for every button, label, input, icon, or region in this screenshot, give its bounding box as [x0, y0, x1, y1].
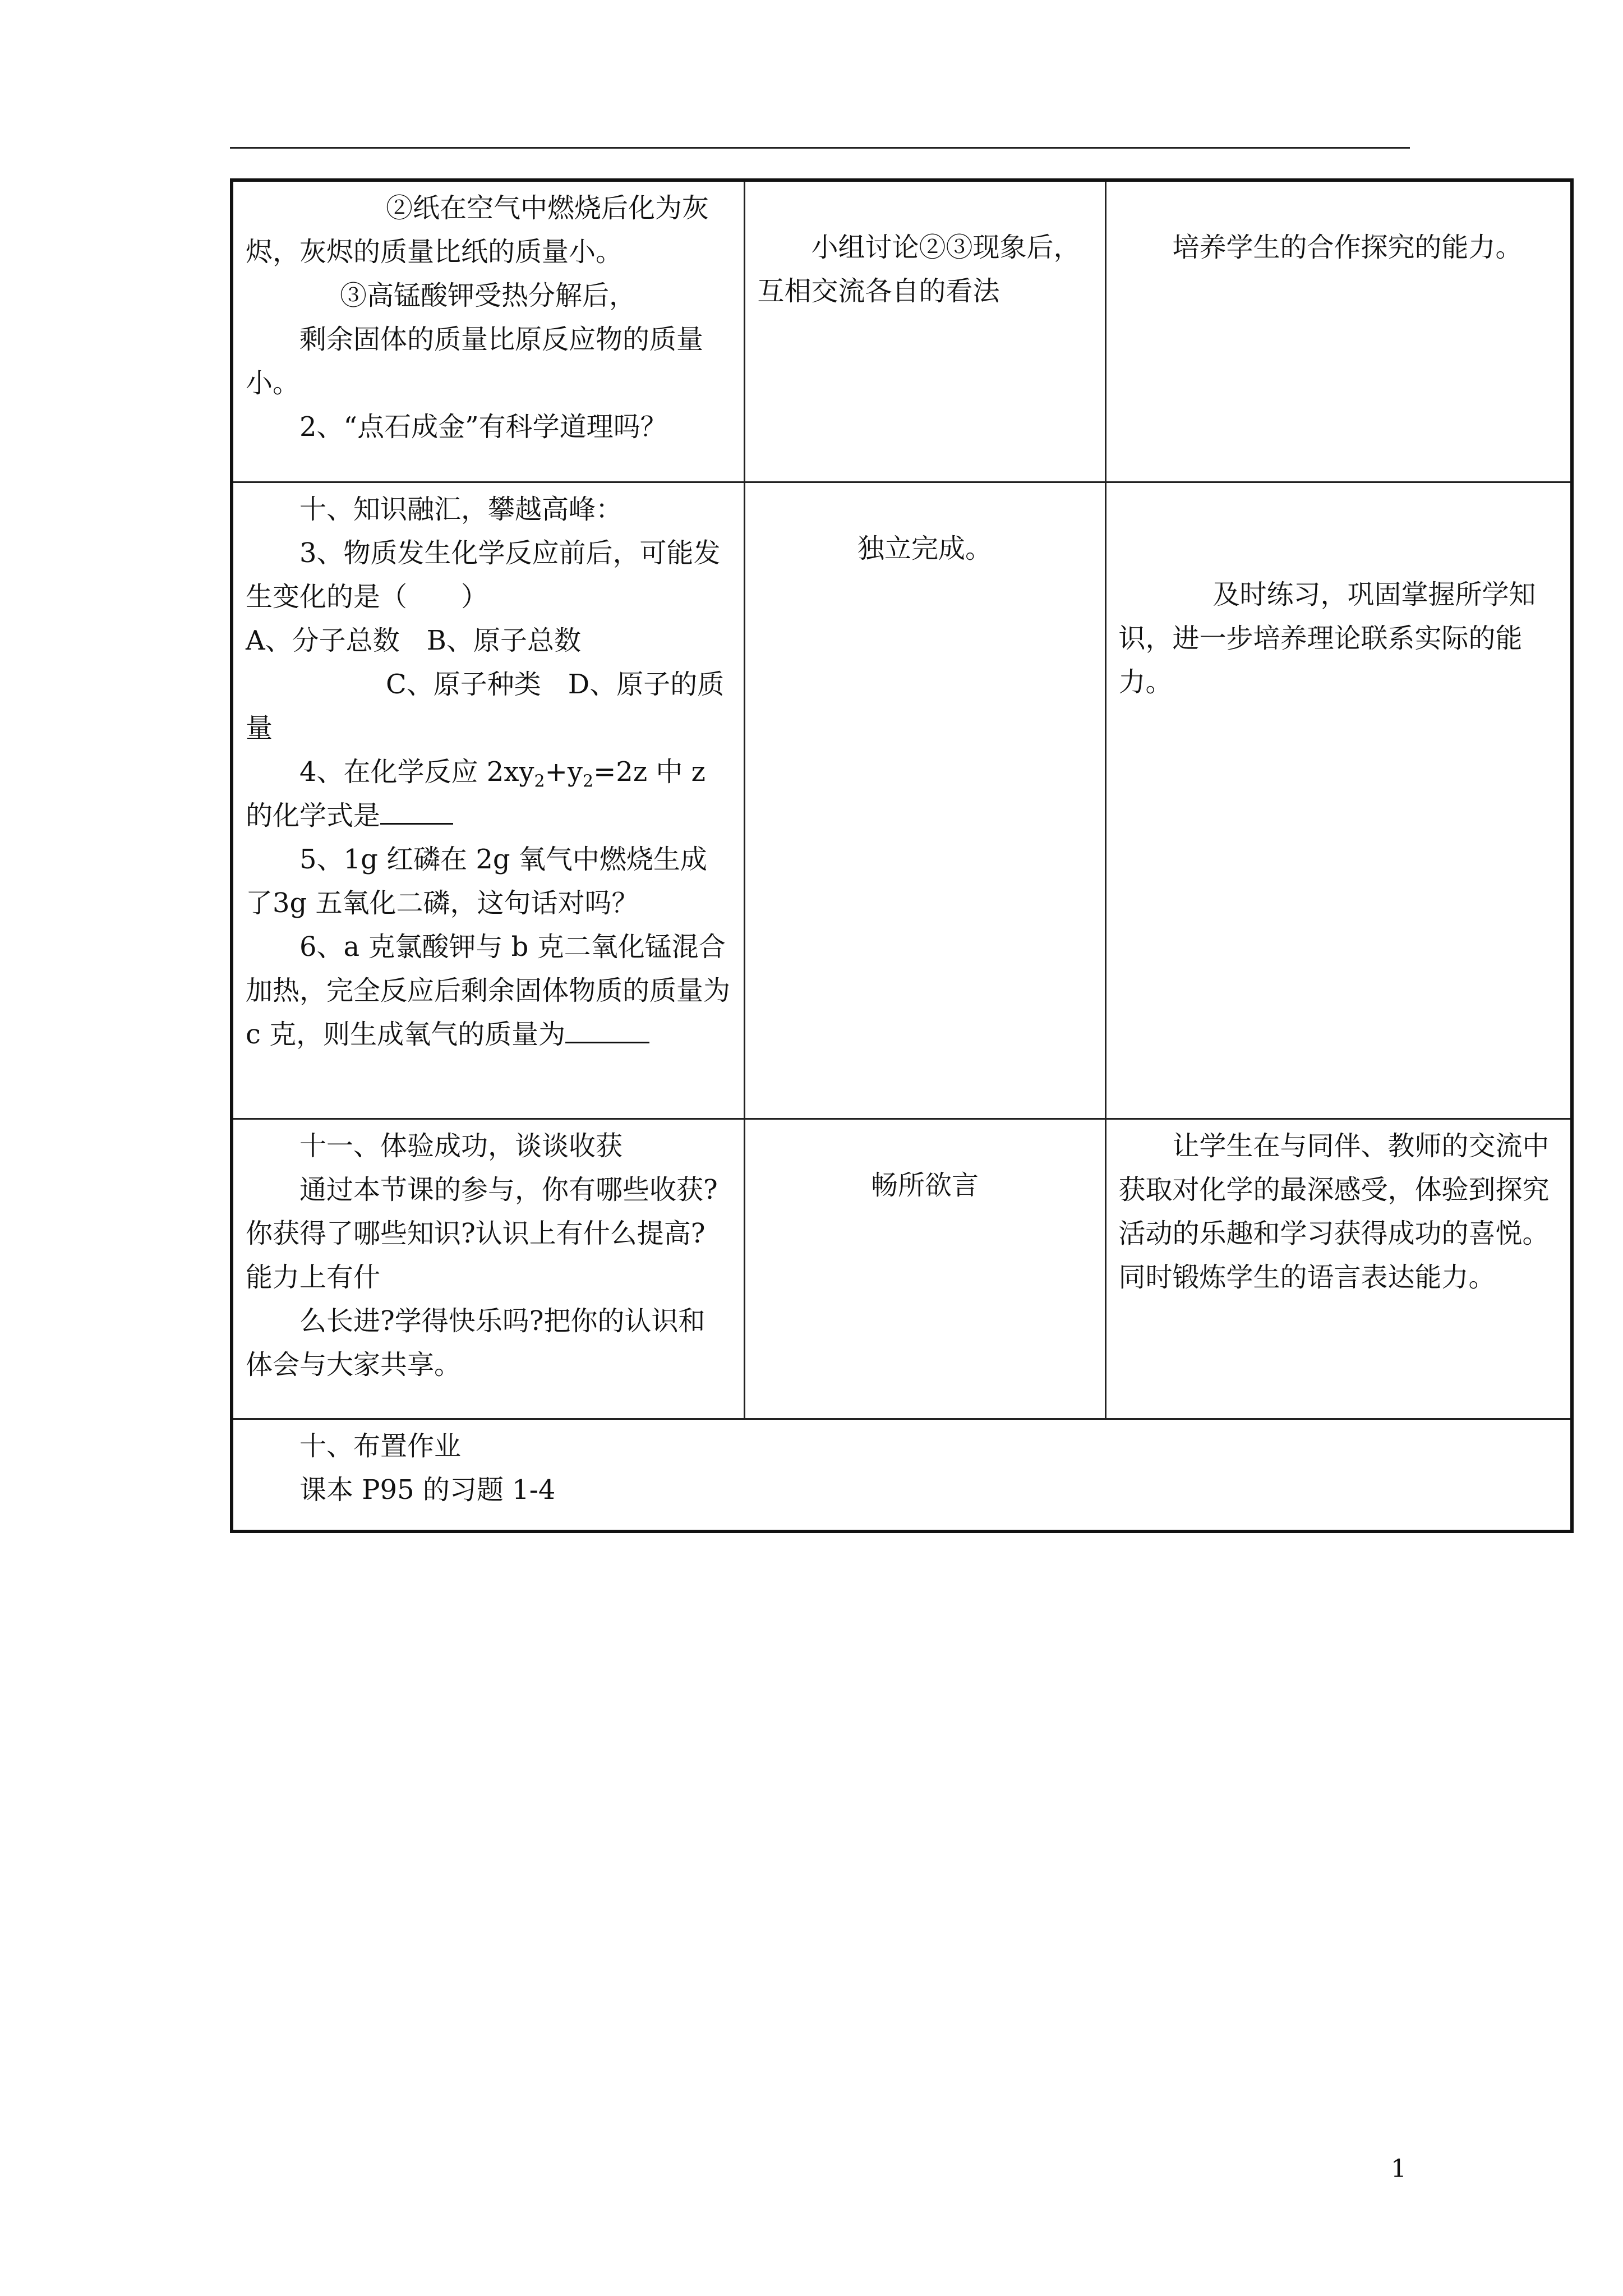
content-paragraph: ②纸在空气中燃烧后化为灰烬，灰烬的质量比纸的质量小。 [246, 192, 709, 268]
intent-cell [1105, 1119, 1572, 1419]
table-row [232, 1119, 1572, 1419]
homework-cell [232, 1419, 1572, 1532]
question-6-text: 6、a 克氯酸钾与 b 克二氧化锰混合加热，完全反应后剩余固体物质的质量为 c 克，则生成氧气的质量为 [246, 931, 731, 1050]
question-6 [246, 925, 731, 1056]
answer-blank[interactable] [380, 823, 453, 825]
intent-text: 培养学生的合作探究的能力。 [1172, 232, 1523, 263]
intent-cell [1105, 482, 1572, 1119]
content-cell [232, 482, 744, 1119]
lesson-plan-table [230, 178, 1574, 1533]
activity-cell [744, 482, 1105, 1119]
question-4-mid: +y [545, 756, 583, 788]
content-paragraph: 2、“点石成金”有科学道理吗？ [299, 411, 667, 443]
question-3-options-ab: A、分子总数 B、原子总数 [246, 625, 581, 656]
content-paragraph: 通过本节课的参与，你有哪些收获?你获得了哪些知识?认识上有什么提高?能力上有什 [246, 1174, 718, 1293]
question-3-options-cd: C、原子种类 D、原子的质量 [246, 669, 725, 744]
answer-blank[interactable] [565, 1042, 649, 1043]
activity-cell [744, 1119, 1105, 1419]
page-number: 1 [1391, 2155, 1407, 2183]
question-4-suffix: =2z 中 z 的化学式是 [246, 756, 706, 831]
activity-text: 独立完成。 [857, 533, 992, 564]
intent-text: 及时练习，巩固掌握所学知识，进一步培养理论联系实际的能力。 [1118, 579, 1536, 698]
activity-text: 小组讨论②③现象后，互相交流各自的看法 [757, 232, 1081, 307]
activity-text: 畅所欲言 [870, 1170, 979, 1201]
question-3: 3、物质发生化学反应前后，可能发生变化的是（ ） [246, 537, 721, 613]
table-row [232, 482, 1572, 1119]
section-heading: 十一、体验成功，谈谈收获 [299, 1130, 623, 1162]
homework-text: 课本 P95 的习题 1-4 [299, 1474, 556, 1506]
question-4-prefix: 4、在化学反应 2xy [299, 756, 534, 788]
content-paragraph: 么长进?学得快乐吗?把你的认识和体会与大家共享。 [246, 1305, 706, 1381]
question-4 [246, 750, 731, 838]
content-cell [232, 1119, 744, 1419]
header-rule [230, 147, 1410, 149]
content-cell [232, 180, 744, 482]
intent-cell [1105, 180, 1572, 482]
section-heading: 十、知识融汇，攀越高峰： [299, 494, 623, 525]
subscript: 2 [582, 771, 594, 792]
section-heading: 十、布置作业 [299, 1430, 462, 1462]
intent-text: 让学生在与同伴、教师的交流中获取对化学的最深感受，体验到探究活动的乐趣和学习获得成功的喜悦。同时锻炼学生的语言表达能力。 [1118, 1130, 1550, 1293]
activity-cell [744, 180, 1105, 482]
question-5: 5、1g 红磷在 2g 氧气中燃烧生成了3g 五氧化二磷，这句话对吗？ [246, 844, 707, 919]
content-paragraph: 剩余固体的质量比原反应物的质量小。 [246, 324, 704, 399]
subscript: 2 [534, 771, 545, 792]
table-row [232, 1419, 1572, 1532]
content-paragraph: ③高锰酸钾受热分解后， [340, 280, 637, 311]
table-row [232, 180, 1572, 482]
